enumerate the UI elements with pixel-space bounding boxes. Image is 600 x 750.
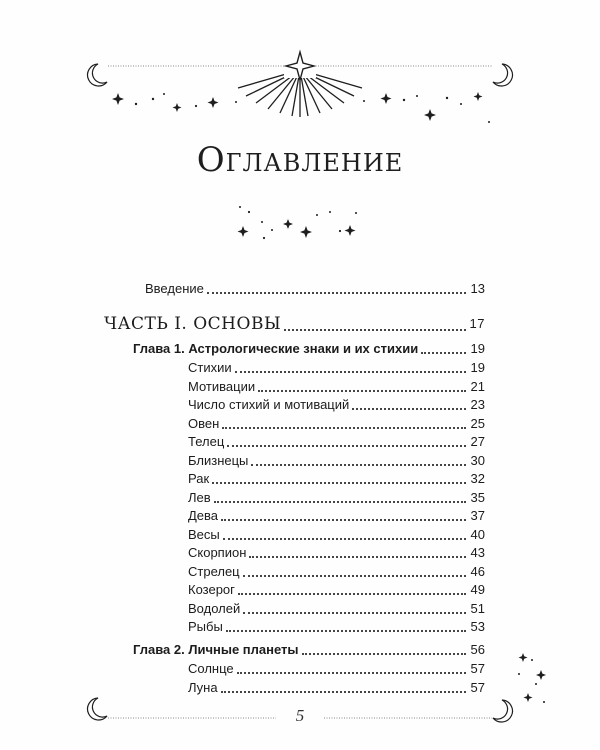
toc-entry-label: Рак xyxy=(188,471,210,486)
toc-entry-label: Луна xyxy=(188,679,218,695)
toc-entry-label: Введение xyxy=(145,281,204,296)
leader-dots xyxy=(226,630,466,632)
toc-page-number: 19 xyxy=(470,341,485,356)
toc-entry[interactable] xyxy=(188,379,485,395)
leader-dots xyxy=(221,691,466,693)
toc-page-number: 40 xyxy=(470,526,485,542)
toc-entry-label: Скорпион xyxy=(188,545,247,560)
toc-entry-label: Лев xyxy=(188,489,211,505)
toc-entry-label: Дева xyxy=(188,508,219,523)
toc-entry-chapter-2[interactable] xyxy=(133,642,485,658)
toc-entry-label: ЧАСТЬ I. ОСНОВЫ xyxy=(104,314,282,334)
toc-page-number: 23 xyxy=(470,397,485,412)
toc-entry-label: Мотивации xyxy=(188,378,256,394)
leader-dots xyxy=(302,653,466,655)
toc-page-number: 35 xyxy=(470,489,485,505)
leader-dots xyxy=(243,612,466,614)
leader-dots xyxy=(212,482,466,484)
toc-entry-label: Солнце xyxy=(188,661,234,676)
leader-dots xyxy=(352,408,466,410)
toc-page-number: 25 xyxy=(470,415,485,431)
toc-entry-label: Близнецы xyxy=(188,452,249,468)
toc-entry-label: Глава 2. Личные планеты xyxy=(133,642,299,657)
toc-entry-label: Глава 1. Астрологические знаки и их стихии xyxy=(133,341,419,356)
leader-dots xyxy=(223,538,466,540)
toc-entry[interactable] xyxy=(188,471,485,487)
toc-page-number: 57 xyxy=(470,661,485,676)
toc-page-number: 53 xyxy=(470,619,485,634)
toc-entry[interactable] xyxy=(188,397,485,413)
toc-page-number: 46 xyxy=(470,563,485,579)
toc-entry[interactable] xyxy=(188,545,485,561)
toc-entry[interactable] xyxy=(188,564,485,580)
toc-entry-label: Водолей xyxy=(188,600,241,616)
leader-dots xyxy=(227,445,466,447)
toc-page-number: 37 xyxy=(470,508,485,523)
leader-dots xyxy=(243,575,466,577)
page-title: Оглавление xyxy=(196,140,404,180)
toc-entry-chapter-1[interactable] xyxy=(133,341,485,357)
toc-page-number: 56 xyxy=(470,642,485,657)
toc-entry-part-1[interactable] xyxy=(104,314,485,334)
toc-entry[interactable] xyxy=(188,680,485,696)
toc-entry-label: Телец xyxy=(188,434,225,449)
leader-dots xyxy=(237,672,466,674)
toc-page-number: 19 xyxy=(470,360,485,375)
toc-entry-label: Число стихий и мотиваций xyxy=(188,397,350,412)
leader-dots xyxy=(214,501,466,503)
leader-dots xyxy=(251,464,466,466)
leader-dots xyxy=(235,371,466,373)
toc-entry[interactable] xyxy=(188,434,485,450)
leader-dots xyxy=(221,519,466,521)
toc-entry[interactable] xyxy=(188,453,485,469)
toc-entry[interactable] xyxy=(188,527,485,543)
toc-entry-label: Овен xyxy=(188,415,220,431)
toc-page-number: 51 xyxy=(470,600,485,616)
toc-entry[interactable] xyxy=(188,360,485,376)
toc-page-number: 21 xyxy=(470,378,485,394)
toc-page-number: 43 xyxy=(470,545,485,560)
toc-entry[interactable] xyxy=(188,490,485,506)
toc-entry-label: Стихии xyxy=(188,360,232,375)
toc-entry[interactable] xyxy=(188,661,485,677)
toc-entry[interactable] xyxy=(188,601,485,617)
page-number: 5 xyxy=(295,706,305,725)
toc-entry-label: Рыбы xyxy=(188,619,223,634)
toc-entry-intro[interactable] xyxy=(145,281,485,297)
toc-entry-label: Стрелец xyxy=(188,563,240,579)
toc-page-number: 27 xyxy=(470,434,485,449)
leader-dots xyxy=(258,390,466,392)
toc-page-number: 17 xyxy=(469,316,485,331)
toc-entry[interactable] xyxy=(188,416,485,432)
toc-page-number: 13 xyxy=(470,281,485,296)
toc-entry[interactable] xyxy=(188,508,485,524)
toc-page-number: 49 xyxy=(470,582,485,597)
toc-entry-label: Козерог xyxy=(188,582,235,597)
leader-dots xyxy=(207,292,466,294)
leader-dots xyxy=(284,329,466,331)
leader-dots xyxy=(222,427,466,429)
leader-dots xyxy=(421,352,466,354)
toc-entry-label: Весы xyxy=(188,526,220,542)
toc-entry[interactable] xyxy=(188,582,485,598)
leader-dots xyxy=(249,556,466,558)
toc-page-number: 57 xyxy=(470,679,485,695)
toc-page-number: 32 xyxy=(470,471,485,486)
toc-entry[interactable] xyxy=(188,619,485,635)
leader-dots xyxy=(238,593,466,595)
toc-page-number: 30 xyxy=(470,452,485,468)
